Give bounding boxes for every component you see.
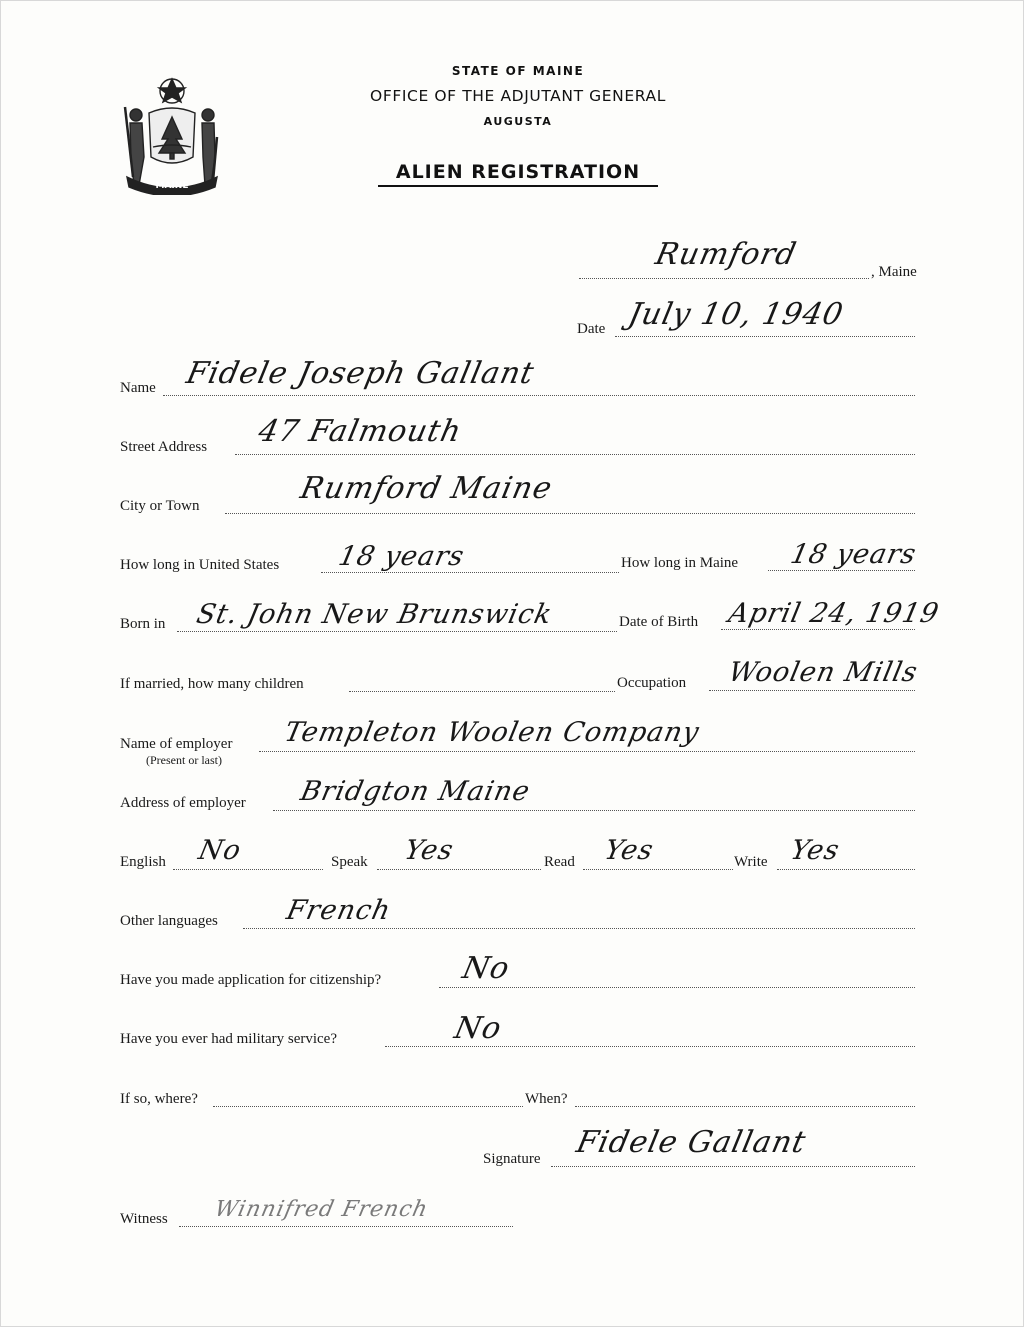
employer-label: Name of employer — [120, 736, 233, 752]
read-label: Read — [544, 854, 575, 870]
city-value[interactable]: Rumford Maine — [297, 471, 556, 506]
occupation-line — [709, 690, 915, 691]
other-languages-line — [243, 928, 915, 929]
maine-duration-line — [768, 570, 915, 571]
us-duration-value[interactable]: 18 years — [335, 541, 468, 572]
speak-value[interactable]: Yes — [401, 835, 457, 866]
signature-label: Signature — [483, 1151, 541, 1167]
citizenship-value[interactable]: No — [459, 951, 514, 986]
other-languages-label: Other languages — [120, 913, 218, 929]
dob-value[interactable]: April 24, 1919 — [725, 598, 943, 629]
maine-duration-value[interactable]: 18 years — [787, 539, 920, 570]
town-suffix-label: , Maine — [871, 264, 917, 280]
form-title: ALIEN REGISTRATION — [378, 161, 658, 187]
english-label: English — [120, 854, 166, 870]
write-label: Write — [734, 854, 768, 870]
city-line — [225, 513, 915, 514]
born-line — [177, 631, 617, 632]
signature-line — [551, 1166, 915, 1167]
header-city: AUGUSTA — [483, 115, 553, 128]
date-value[interactable]: July 10, 1940 — [625, 297, 847, 332]
employer-address-value[interactable]: Bridgton Maine — [297, 776, 534, 807]
military-line — [385, 1046, 915, 1047]
witness-label: Witness — [120, 1211, 168, 1227]
employer-line — [259, 751, 915, 752]
other-languages-value[interactable]: French — [283, 895, 394, 926]
employer-value[interactable]: Templeton Woolen Company — [281, 717, 703, 748]
date-label: Date — [577, 321, 606, 337]
speak-label: Speak — [331, 854, 368, 870]
read-value[interactable]: Yes — [601, 835, 657, 866]
employer-sublabel: (Present or last) — [146, 753, 222, 767]
header-office: OFFICE OF THE ADJUTANT GENERAL — [370, 87, 666, 105]
citizenship-line — [439, 987, 915, 988]
seal-banner-text: MAINE — [155, 181, 189, 191]
children-line — [349, 691, 615, 692]
speak-line — [377, 869, 541, 870]
where-line — [213, 1106, 523, 1107]
born-label: Born in — [120, 616, 166, 632]
citizenship-label: Have you made application for citizenship? — [120, 972, 382, 988]
witness-line — [179, 1226, 513, 1227]
employer-address-label: Address of employer — [120, 795, 246, 811]
street-value[interactable]: 47 Falmouth — [255, 414, 465, 449]
name-value[interactable]: Fidele Joseph Gallant — [183, 356, 538, 391]
us-duration-label: How long in United States — [120, 557, 280, 573]
maine-duration-label: How long in Maine — [621, 555, 739, 571]
when-line — [575, 1106, 915, 1107]
town-line — [579, 278, 869, 279]
employer-address-line — [273, 810, 915, 811]
signature-value[interactable]: Fidele Gallant — [573, 1125, 810, 1160]
dob-label: Date of Birth — [619, 614, 699, 630]
street-line — [235, 454, 915, 455]
children-label: If married, how many children — [120, 676, 304, 692]
born-value[interactable]: St. John New Brunswick — [193, 599, 556, 630]
name-label: Name — [120, 380, 156, 396]
city-label: City or Town — [120, 498, 200, 514]
where-label: If so, where? — [120, 1091, 198, 1107]
write-line — [777, 869, 915, 870]
when-label: When? — [525, 1091, 568, 1107]
occupation-label: Occupation — [617, 675, 687, 691]
military-value[interactable]: No — [451, 1011, 506, 1046]
dob-line — [721, 629, 915, 630]
header-state: STATE OF MAINE — [451, 64, 585, 78]
english-value[interactable]: No — [195, 835, 245, 866]
write-value[interactable]: Yes — [787, 835, 843, 866]
name-line — [163, 395, 915, 396]
street-label: Street Address — [120, 439, 208, 455]
town-value[interactable]: Rumford — [652, 237, 800, 272]
english-line — [173, 869, 323, 870]
us-duration-line — [321, 572, 619, 573]
occupation-value[interactable]: Woolen Mills — [725, 657, 921, 688]
witness-value[interactable]: Winnifred French — [212, 1197, 431, 1222]
read-line — [583, 869, 733, 870]
military-label: Have you ever had military service? — [120, 1031, 337, 1047]
date-line — [615, 336, 915, 337]
